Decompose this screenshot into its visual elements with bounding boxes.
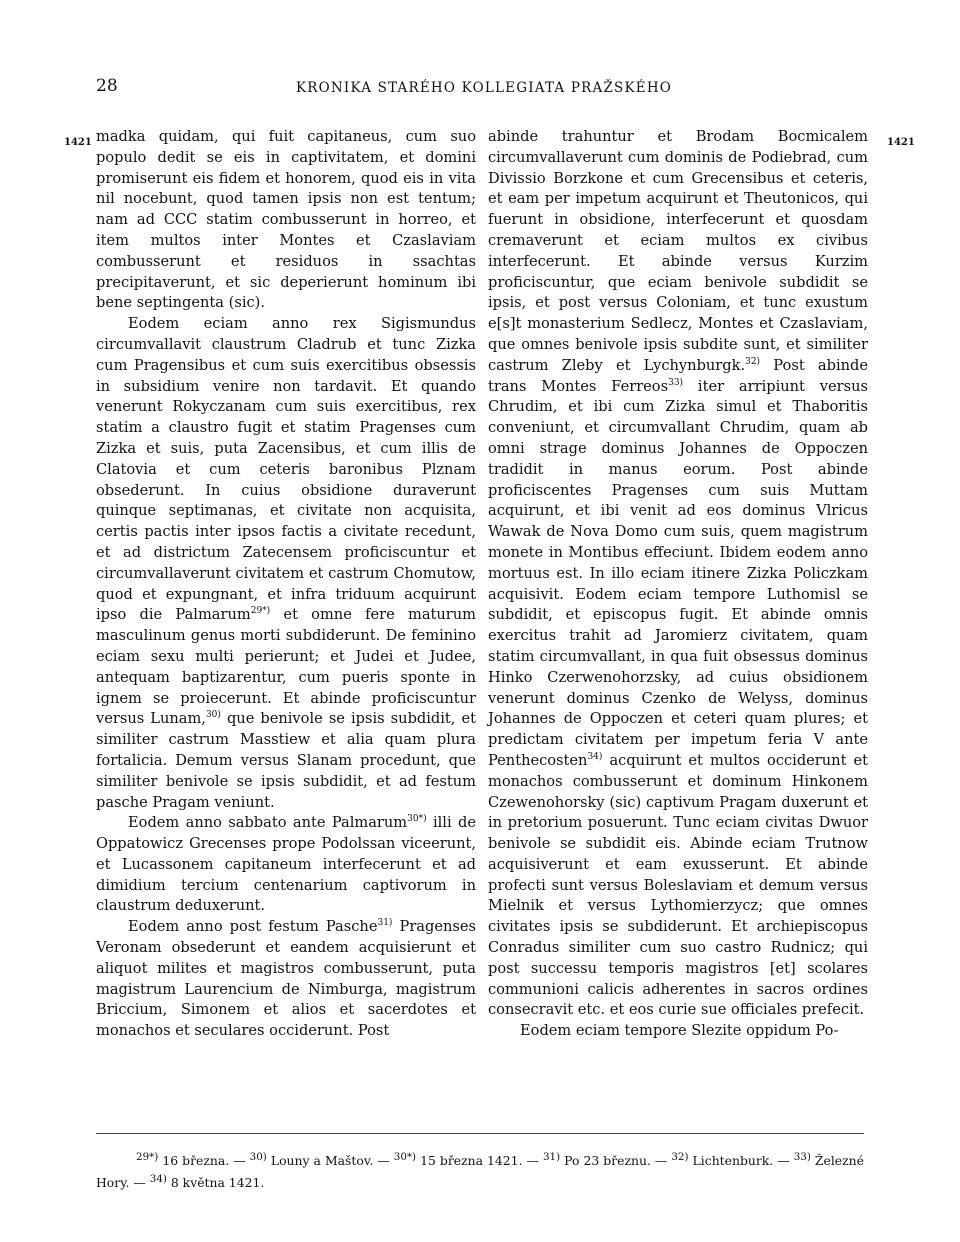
footnote-ref: 31) [377,918,393,929]
footnotes [96,1148,864,1192]
page-number: 28 [96,76,118,96]
paragraph: Eodem anno sabbato ante Palmarum$^{30*)}$ illi de Oppatowicz Grecenses prope Podolssan viceerunt, et Lucassonem capitaneum interfecerunt et ad dimidium tercium centenarium captivorum in claustrum deduxerunt. [96,814,476,915]
footnote-ref: 29*) [250,606,271,617]
paragraph: madka quidam, qui fuit capitaneus, cum suo populo dedit se eis in captivitatem, et domini promiserunt eis fidem et honorem, quod eis in vita nil nocebunt, quod tamen ipsis non est tentum; nam ad CCC statim combusserunt in horreo, et item multos inter Montes et Czaslaviam combusserunt et residuos in ssachtas precipitaverunt, et sic deperierunt hominum ibi bene septingenta (sic). [96,128,476,312]
paragraph: abinde trahuntur et Brodam Bocmicalem circumvallaverunt cum dominis de Podiebrad, cum Divissio Borzkone et cum Grecensibus et ceteris, et eam per impetum acquirunt et Theutonicos, qui fuerunt in obsidione, interfecerunt et quosdam cremaverunt et eciam multos ex civibus interfecerunt. Et abinde versus Kurzim proficiscuntur, que eciam benivole subdidit se ipsis, et post versus Coloniam, et tunc exustum e[s]t monasterium Sedlecz, Montes et Czaslaviam, que omnes benivole ipsis subdite sunt, et similiter castrum Zleby et Lychynburgk.$^{32)}$ Post abinde trans Montes Ferreos$^{33)}$ iter arripiunt versus Chrudim, et ibi cum Zizka simul et Thaboritis conveniunt, et circumvallant Chrudim, quam ab omni strage dominus Johannes de Oppoczen tradidit in manus eorum. Post abinde proficiscentes Pragenses cum suis Muttam acquirunt, et ibi venit ad eos dominus Vlricus Wawak de Nova Domo cum suis, quem magistrum monete in Montibus effeciunt. Ibidem eodem anno mortuus est. In illo eciam itinere Zizka Policzkam acquisivit. Eodem eciam tempore Luthomisl se subdidit, et episcopus fugit. Et abinde omnis exercitus trahit ad Jaromierz civitatem, quam statim circumvallant, in qua fuit obsessus dominus Hinko Czerwenohorzsky, ad cuius obsidionem venerunt dominus Czenko de Welyss, dominus Johannes de Oppoczen et ceteri quam plures; et predictam civitatem per impetum feria V ante Penthecosten$^{34)}$ acquirunt et multos occiderunt et monachos combusserunt et dominum Hinkonem Czewenohorsky (sic) captivum Pragam duxerunt et in pretorium posuerunt. Tunc eciam civitas Dwuor benivole se subdidit eis. Abinde eciam Trutnow acquisiverunt et eam exusserunt. Et abinde profecti sunt versus Boleslaviam et demum versus Mielnik et versus Lythomierzycz; que omnes civitates ipsis se subdiderunt. Et archiepiscopus Conradus similiter cum suo castro Rudnicz; qui post successu temporis magistros [et] scolares communioni calicis adherentes in sacros ordines consecravit etc. et eos curie sue officiales prefecit. [488,128,868,1019]
margin-year-right: 1421 [887,137,915,148]
margin-year-left: 1421 [64,137,92,148]
paragraph: Eodem eciam tempore Slezite oppidum Po- [520,1022,839,1040]
right-column [488,127,868,1042]
footnote-ref: 34) [587,752,603,763]
footnote-ref: 32) [745,356,761,367]
left-column [96,127,476,1042]
paragraph: Eodem eciam anno rex Sigismundus circumvallavit claustrum Cladrub et tunc Zizka cum Pragensibus et cum suis exercitibus obsessis in subsidium venire non tardavit. Et quando venerunt Rokyczanam cum suis exercitibus, rex statim a claustro fugit et statim Pragenses cum Zizka et suis, puta Zacensibus, et cum illis de Clatovia et cum ceteris baronibus Plznam obsederunt. In cuius obsidione duraverunt quinque septimanas, et civitate non acquisita, certis pactis inter ipsos factis a civitate recedunt, et ad districtum Zatecensem proficiscuntur et circumvallaverunt civitatem et castrum Chomutow, quod et expungnant, et infra triduum acquirunt ipso die Palmarum$^{29*)}$ et omne fere maturum masculinum genus morti subdiderunt. De feminino eciam sexu multi perierunt; et Judei et Judee, antequam baptizarentur, cum pueris sponte in ignem se proiecerunt. Et abinde proficiscuntur versus Lunam,$^{30)}$ que benivole se ipsis subdidit, et similiter castrum Masstiew et alia quam plura fortalicia. Demum versus Slanam procedunt, que similiter benivole se ipsis subdidit, et ad festum pasche Pragam veniunt. [96,315,476,811]
footnote-ref: 30*) [407,814,427,825]
running-head: KRONIKA STARÉHO KOLLEGIATA PRAŽSKÉHO [296,80,673,96]
paragraph: Eodem anno post festum Pasche$^{31)}$ Pragenses Veronam obsederunt et eandem acquisierunt et aliquot milites et magistros combusserunt, puta magistrum Laurencium de Nimburga, magistrum Briccium, Simonem et alios et sacerdotes et monachos et seculares occiderunt. Post [96,918,476,1040]
footnote-ref: 33) [668,377,684,388]
footnote-ref: 30) [205,710,221,721]
footnote-rule [96,1133,864,1134]
footnote-text: $^{29*)}$ 16 března. — $^{30)}$ Louny a Maštov. — $^{30*)}$ 15 března 1421. — $^{31)}$ Po 23 březnu. — $^{32)}$ Lichtenburk. — $^{33)}$ Železné Hory. — $^{34)}$ 8 května 1421. [96,1151,864,1191]
